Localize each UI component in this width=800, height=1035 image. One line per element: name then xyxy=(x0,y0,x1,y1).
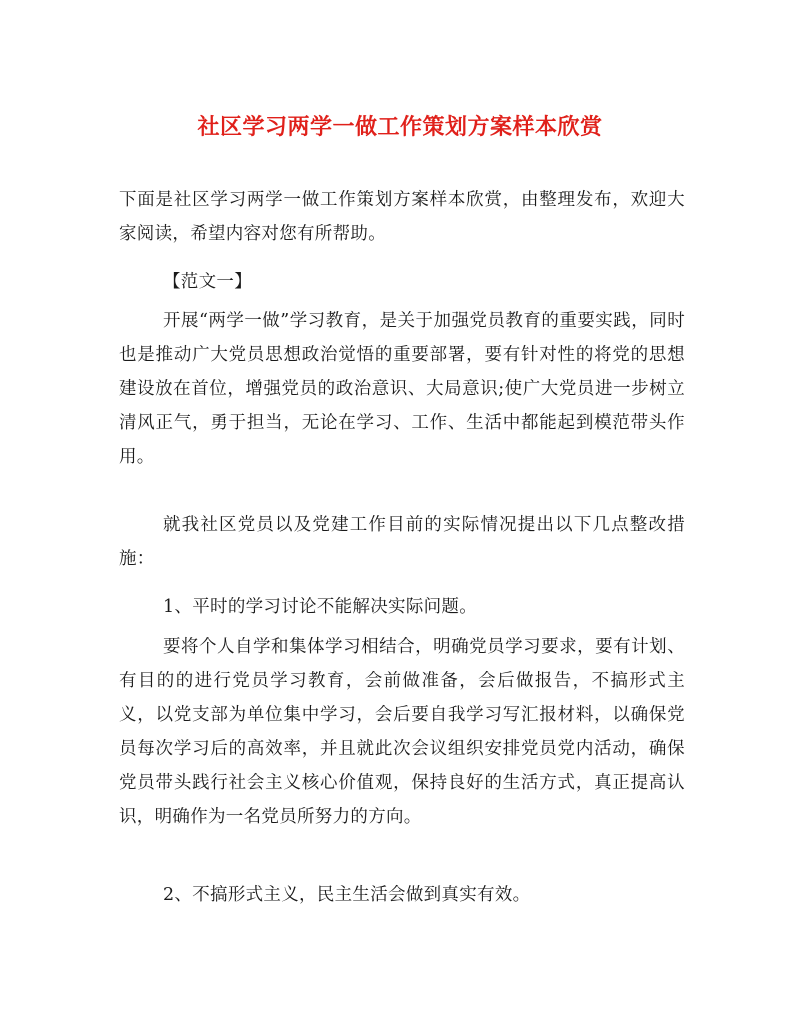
body-paragraph-2: 就我社区党员以及党建工作目前的实际情况提出以下几点整改措施： xyxy=(119,515,685,569)
document-title: 社区学习两学一做工作策划方案样本欣赏 xyxy=(197,114,603,140)
list-item-1: 1、平时的学习讨论不能解决实际问题。 xyxy=(163,597,478,617)
section-label: 【范文一】 xyxy=(163,272,252,292)
body-paragraph-1: 开展“两学一做”学习教育，是关于加强党员教育的重要实践，同时也是推动广大党员思想政治觉悟的重要部署，要有针对性的将党的思想建设放在首位，增强党员的政治意识、大局意识;使广大党员进一步树立清风正气，勇于担当，无论在学习、工作、生活中都能起到模范带头作用。 xyxy=(119,311,685,467)
intro-paragraph: 下面是社区学习两学一做工作策划方案样本欣赏，由整理发布，欢迎大家阅读，希望内容对您有所帮助。 xyxy=(119,190,685,244)
body-paragraph-3: 要将个人自学和集体学习相结合，明确党员学习要求，要有计划、有目的的进行党员学习教育，会前做准备，会后做报告，不搞形式主义，以党支部为单位集中学习，会后要自我学习写汇报材料，以确保党员每次学习后的高效率，并且就此次会议组织安排党员党内活动，确保党员带头践行社会主义核心价值观，保持良好的生活方式，真正提高认识，明确作为一名党员所努力的方向。 xyxy=(119,637,685,827)
list-item-2: 2、不搞形式主义，民主生活会做到真实有效。 xyxy=(163,885,531,905)
